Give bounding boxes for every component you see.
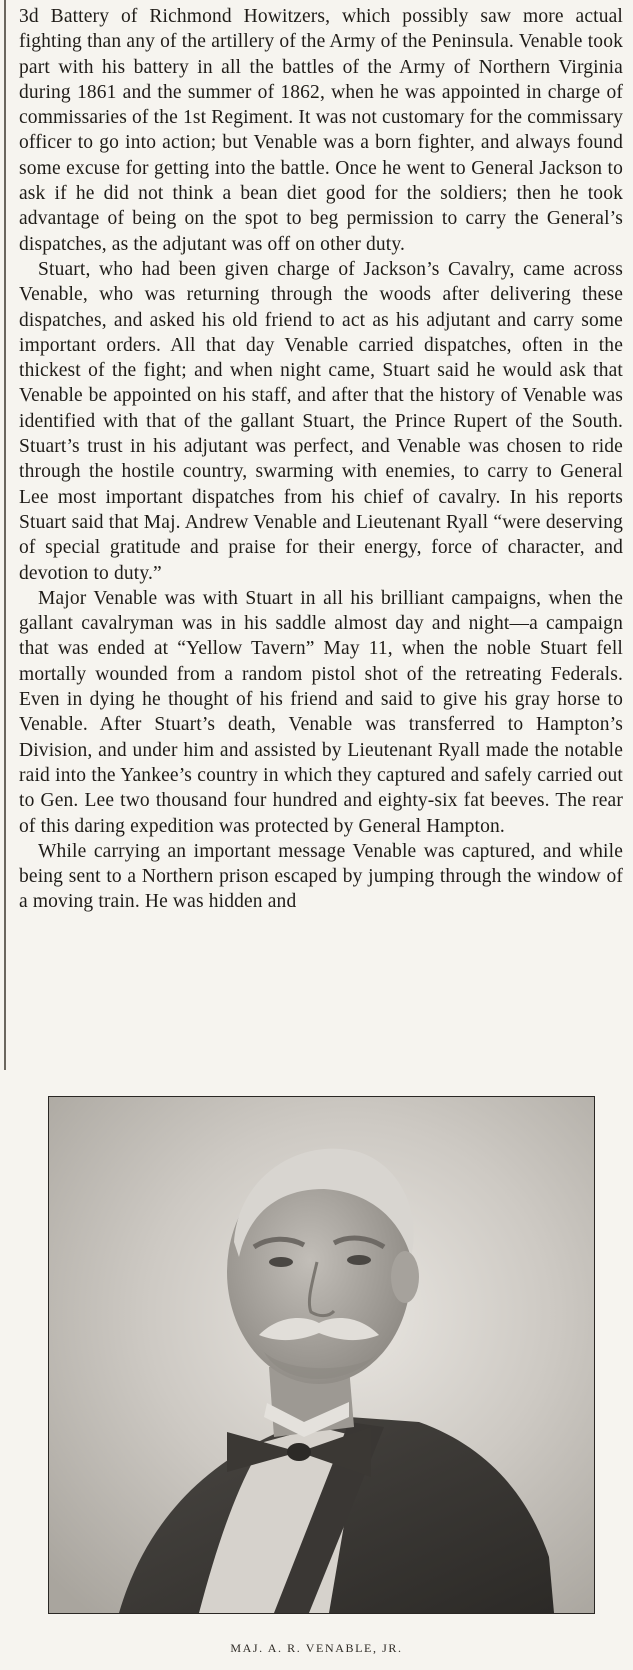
portrait-figure bbox=[49, 1097, 594, 1613]
page-binding-rule bbox=[4, 0, 6, 1070]
paragraph-1: 3d Battery of Richmond Howitzers, which possibly saw more actual fighting than any of the artillery of the Army of the Peninsula. Venable took part with his battery in all the battles of the Army of Northern Virginia during 1861 and the summer of 1862, when he was appointed in charge of commissaries of the 1st Regiment. It was not customary for the commissary officer to go into action; but Venable was a born fighter, and always found some excuse for getting into the battle. Once he went to General Jackson to ask if he did not think a bean diet good for the soldiers; then he took advantage of being on the spot to beg permission to carry the General’s dispatches, as the adjutant was off on other duty. bbox=[19, 6, 623, 255]
paragraph-2: Stuart, who had been given charge of Jackson’s Cavalry, came across Venable, who was returning through the woods after delivering these dispatches, and asked his old friend to act as his adjutant and carry some important orders. All that day Venable carried dispatches, often in the thickest of the fight; and when night came, Stuart said he would ask that Venable be appointed on his staff, and after that the history of Venable was identified with that of the gallant Stuart, the Prince Rupert of the South. Stuart’s trust in his adjutant was perfect, and Venable was chosen to ride through the hostile country, swarming with enemies, to carry to General Lee most important dispatches from his chief of cavalry. In his reports Stuart said that Maj. Andrew Venable and Lieutenant Ryall “were deserving of special gratitude and praise for their energy, force of character, and devotion to duty.” bbox=[19, 258, 623, 584]
photo-caption: MAJ. A. R. VENABLE, JR. bbox=[230, 1641, 403, 1655]
article-body bbox=[19, 4, 623, 915]
paragraph-3: Major Venable was with Stuart in all his brilliant campaigns, when the gallant cavalryman was in his saddle almost day and night—a campaign that was ended at “Yellow Tavern” May 11, when the noble Stuart fell mortally wounded from a random pistol shot of the retreating Federals. Even in dying he thought of his friend and said to give his gray horse to Venable. After Stuart’s death, Venable was transferred to Hampton’s Division, and under him and assisted by Lieutenant Ryall made the notable raid into the Yankee’s country in which they captured and safely carried out to Gen. Lee two thousand four hundred and eighty-six fat beeves. The rear of this daring expedition was protected by General Hampton. bbox=[19, 587, 623, 837]
paragraph-4: While carrying an important message Venable was captured, and while being sent to a Northern prison escaped by jumping through the window of a moving train. He was hidden and bbox=[19, 840, 623, 913]
portrait-photo bbox=[48, 1096, 595, 1614]
